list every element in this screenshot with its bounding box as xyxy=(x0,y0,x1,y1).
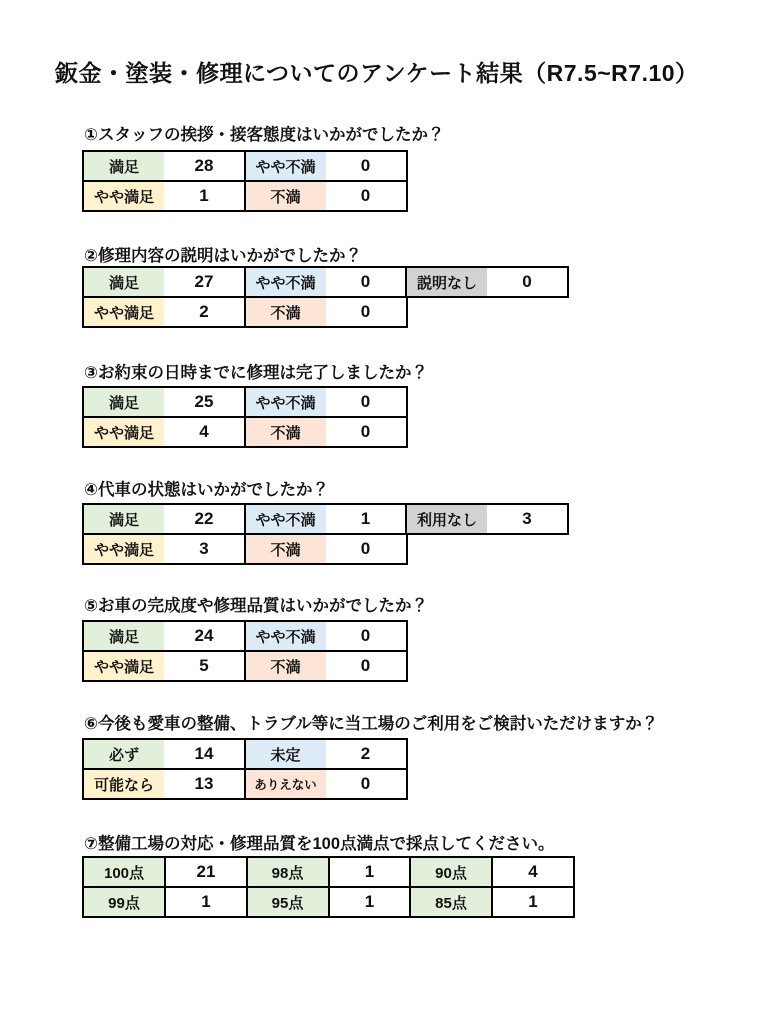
table-group xyxy=(82,620,246,682)
count-cell: 1 xyxy=(328,888,410,916)
table-row xyxy=(84,152,244,180)
count-cell: 0 xyxy=(326,622,406,650)
count-cell: 1 xyxy=(326,505,406,533)
table-group xyxy=(405,266,569,298)
count-cell: 22 xyxy=(164,505,244,533)
count-cell: 0 xyxy=(326,298,406,326)
page-title: 鈑金・塗装・修理についてのアンケート結果（R7.5~R7.10） xyxy=(55,60,699,86)
survey-table-4 xyxy=(82,503,569,565)
table-group xyxy=(246,856,412,918)
category-cell: 必ず xyxy=(84,740,164,768)
table-row xyxy=(246,533,406,563)
table-row xyxy=(246,296,406,326)
table-row xyxy=(84,768,244,798)
count-cell: 25 xyxy=(164,388,244,416)
category-cell: やや満足 xyxy=(84,182,164,210)
count-cell: 21 xyxy=(164,858,246,886)
count-cell: 1 xyxy=(491,888,573,916)
category-cell: 満足 xyxy=(84,505,164,533)
category-cell: やや不満 xyxy=(246,268,326,296)
table-row xyxy=(84,886,246,916)
count-cell: 14 xyxy=(164,740,244,768)
category-cell: やや不満 xyxy=(246,622,326,650)
table-row xyxy=(84,388,244,416)
category-cell: 満足 xyxy=(84,388,164,416)
category-cell: 不満 xyxy=(246,298,326,326)
table-row xyxy=(246,622,406,650)
table-row xyxy=(246,388,406,416)
count-cell: 0 xyxy=(326,268,406,296)
table-row xyxy=(246,740,406,768)
table-row xyxy=(248,858,410,886)
survey-table-2 xyxy=(82,266,569,328)
table-row xyxy=(84,416,244,446)
table-row xyxy=(246,650,406,680)
table-group xyxy=(82,266,246,328)
category-cell: やや満足 xyxy=(84,298,164,326)
table-group xyxy=(244,150,408,212)
count-cell: 0 xyxy=(487,268,567,296)
category-cell: 100点 xyxy=(84,858,164,886)
question-label-5: ⑤お車の完成度や修理品質はいかがでしたか？ xyxy=(84,597,428,615)
count-cell: 1 xyxy=(328,858,410,886)
count-cell: 0 xyxy=(326,770,406,798)
table-group xyxy=(244,266,408,328)
table-row xyxy=(84,622,244,650)
count-cell: 1 xyxy=(164,888,246,916)
question-label-1: ①スタッフの挨拶・接客態度はいかがでしたか？ xyxy=(84,126,445,144)
table-group xyxy=(82,386,246,448)
category-cell: 可能なら xyxy=(84,770,164,798)
table-row xyxy=(84,740,244,768)
count-cell: 13 xyxy=(164,770,244,798)
table-group xyxy=(244,620,408,682)
table-row xyxy=(246,268,406,296)
category-cell: 95点 xyxy=(248,888,328,916)
table-row xyxy=(246,768,406,798)
table-group xyxy=(82,503,246,565)
category-cell: やや満足 xyxy=(84,652,164,680)
category-cell: 利用なし xyxy=(407,505,487,533)
count-cell: 3 xyxy=(487,505,567,533)
category-cell: 満足 xyxy=(84,152,164,180)
count-cell: 0 xyxy=(326,535,406,563)
category-cell: 満足 xyxy=(84,268,164,296)
count-cell: 0 xyxy=(326,182,406,210)
category-cell: 99点 xyxy=(84,888,164,916)
question-label-6: ⑥今後も愛車の整備、トラブル等に当工場のご利用をご検討いただけますか？ xyxy=(84,715,659,733)
table-row xyxy=(84,533,244,563)
table-group xyxy=(244,386,408,448)
table-group xyxy=(405,503,569,535)
survey-table-1 xyxy=(82,150,408,212)
question-label-3: ③お約束の日時までに修理は完了しましたか？ xyxy=(84,364,428,382)
survey-table-7 xyxy=(82,856,575,918)
table-group xyxy=(82,856,248,918)
count-cell: 2 xyxy=(164,298,244,326)
table-row xyxy=(246,152,406,180)
category-cell: 不満 xyxy=(246,535,326,563)
count-cell: 1 xyxy=(164,182,244,210)
category-cell: やや不満 xyxy=(246,505,326,533)
category-cell: 未定 xyxy=(246,740,326,768)
category-cell: 85点 xyxy=(411,888,491,916)
table-row xyxy=(84,180,244,210)
question-label-2: ②修理内容の説明はいかがでしたか？ xyxy=(84,247,362,265)
count-cell: 24 xyxy=(164,622,244,650)
category-cell: やや不満 xyxy=(246,152,326,180)
survey-table-6 xyxy=(82,738,408,800)
category-cell: 98点 xyxy=(248,858,328,886)
table-row xyxy=(84,858,246,886)
table-row xyxy=(246,505,406,533)
count-cell: 4 xyxy=(491,858,573,886)
category-cell: 不満 xyxy=(246,182,326,210)
table-row xyxy=(407,268,567,296)
table-row xyxy=(248,886,410,916)
table-row xyxy=(246,416,406,446)
count-cell: 0 xyxy=(326,152,406,180)
question-label-4: ④代車の状態はいかがでしたか？ xyxy=(84,481,329,499)
category-cell: やや不満 xyxy=(246,388,326,416)
question-label-7: ⑦整備工場の対応・修理品質を100点満点で採点してください。 xyxy=(84,835,555,853)
category-cell: 不満 xyxy=(246,418,326,446)
category-cell: 90点 xyxy=(411,858,491,886)
table-group xyxy=(244,738,408,800)
count-cell: 5 xyxy=(164,652,244,680)
count-cell: 28 xyxy=(164,152,244,180)
count-cell: 2 xyxy=(326,740,406,768)
table-row xyxy=(84,650,244,680)
table-group xyxy=(244,503,408,565)
count-cell: 4 xyxy=(164,418,244,446)
survey-table-3 xyxy=(82,386,408,448)
table-row xyxy=(411,858,573,886)
category-cell: やや満足 xyxy=(84,535,164,563)
table-row xyxy=(407,505,567,533)
count-cell: 3 xyxy=(164,535,244,563)
count-cell: 0 xyxy=(326,388,406,416)
survey-table-5 xyxy=(82,620,408,682)
table-group xyxy=(82,150,246,212)
category-cell: 満足 xyxy=(84,622,164,650)
table-row xyxy=(411,886,573,916)
category-cell: やや満足 xyxy=(84,418,164,446)
table-group xyxy=(409,856,575,918)
category-cell: ありえない xyxy=(246,770,326,798)
category-cell: 不満 xyxy=(246,652,326,680)
table-group xyxy=(82,738,246,800)
table-row xyxy=(84,268,244,296)
table-row xyxy=(246,180,406,210)
table-row xyxy=(84,505,244,533)
category-cell: 説明なし xyxy=(407,268,487,296)
count-cell: 0 xyxy=(326,652,406,680)
count-cell: 27 xyxy=(164,268,244,296)
count-cell: 0 xyxy=(326,418,406,446)
table-row xyxy=(84,296,244,326)
